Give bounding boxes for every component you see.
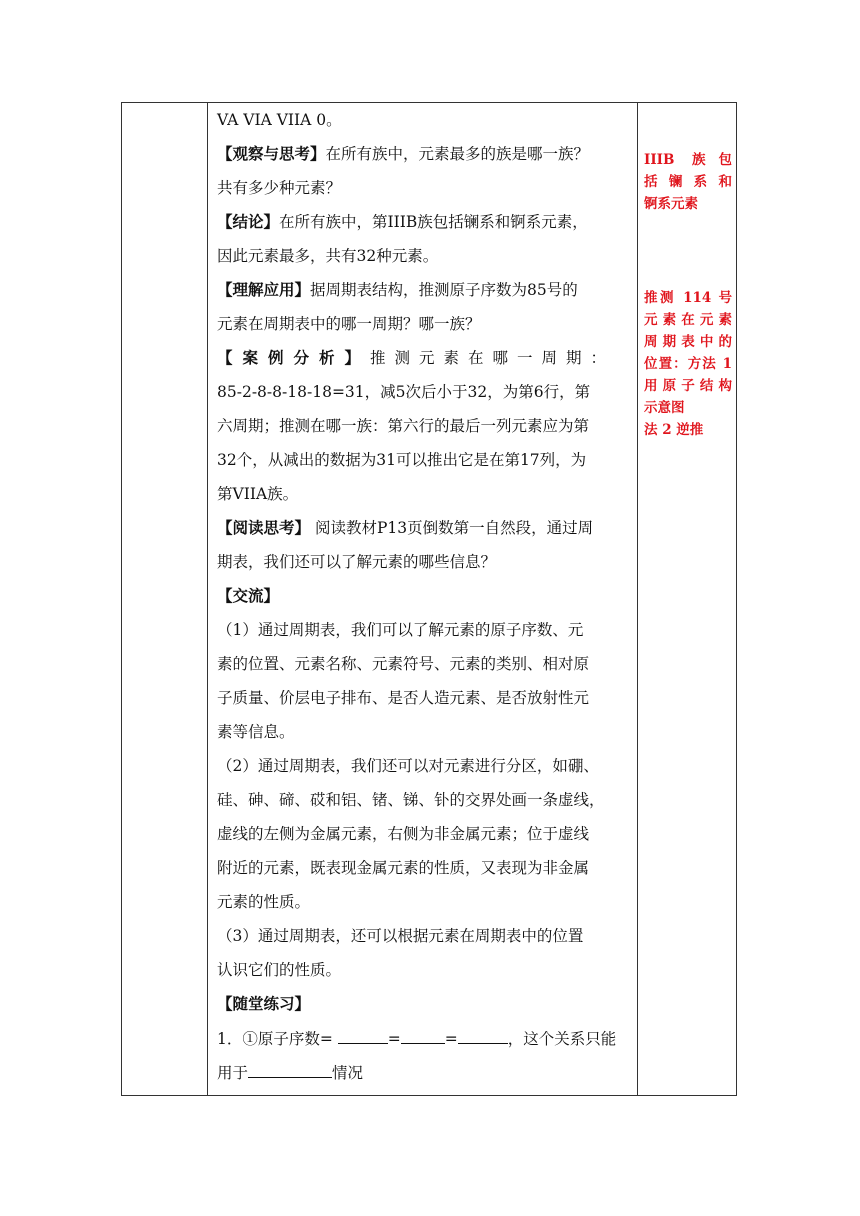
text-line: 【交流】 [217, 586, 280, 605]
note-line: 用原子结构 [644, 378, 732, 394]
text-line: 32个，从减出的数据为31可以推出它是在第17列，为 [217, 451, 587, 469]
text-line: 第VIIA族。 [217, 485, 299, 503]
text-line: 素的位置、元素名称、元素符号、元素的类别、相对原 [217, 655, 590, 673]
exercise-line-1: 1．①原子序数= = = ，这个关系只能 [217, 1027, 629, 1061]
blank-field[interactable] [338, 1027, 388, 1044]
note-line: 示意图 [644, 400, 685, 416]
blank-field[interactable] [401, 1027, 445, 1044]
text-line: 85-2-8-8-18-18=31，减5次后小于32，为第6行，第 [217, 383, 591, 401]
column-divider-1 [207, 103, 208, 1095]
text-line: 素等信息。 [217, 723, 295, 741]
text-line: （1）通过周期表，我们可以了解元素的原子序数、元 [217, 621, 584, 639]
note-line: 括镧系和 [644, 174, 732, 190]
note-line: 推测 114 号 [644, 290, 732, 306]
note-line: 法 2 逆推 [644, 422, 704, 438]
text-line: 【观察与思考】在所有族中，元素最多的族是哪一族？ [217, 144, 590, 163]
lesson-table [121, 102, 737, 1096]
text-line: 【阅读思考】 阅读教材P13页倒数第一自然段，通过周 [217, 518, 594, 537]
note-line: 元素在元素 [644, 312, 732, 328]
blank-field[interactable] [248, 1061, 332, 1078]
text-line: 元素在周期表中的哪一周期？哪一族？ [217, 315, 481, 333]
text-line: VA VIA VIIA 0。 [217, 111, 342, 129]
side-note-2 [644, 287, 732, 441]
column-divider-2 [637, 103, 638, 1095]
side-note-1 [644, 149, 732, 215]
text-line: 共有多少种元素？ [217, 179, 342, 197]
blank-field[interactable] [458, 1027, 508, 1044]
text-line: 虚线的左侧为金属元素，右侧为非金属元素；位于虚线 [217, 825, 590, 843]
text-line: 【案例分析】 推测元素在哪一周期： [217, 348, 616, 367]
text-line: 硅、砷、碲、砹和铝、锗、锑、钋的交界处画一条虚线， [217, 791, 605, 809]
note-line: 周期表中的 [644, 334, 732, 350]
text-line: 【结论】在所有族中，第IIIB族包括镧系和锕系元素， [217, 212, 588, 231]
text-line: 六周期；推测在哪一族：第六行的最后一列元素应为第 [217, 417, 590, 435]
text-line: 【理解应用】据周期表结构，推测原子序数为85号的 [217, 280, 578, 299]
text-line: 附近的元素，既表现金属元素的性质，又表现为非金属 [217, 859, 590, 877]
text-line: 【随堂练习】 [217, 994, 311, 1013]
text-line: 认识它们的性质。 [217, 961, 342, 979]
exercise-line-2: 用于 情况 [217, 1061, 629, 1095]
text-line: 元素的性质。 [217, 893, 311, 911]
text-line: 期表，我们还可以了解元素的哪些信息？ [217, 553, 497, 571]
text-line: 因此元素最多，共有32种元素。 [217, 247, 439, 265]
note-line: 位置：方法 1 [644, 356, 732, 372]
note-line: IIIB 族包 [644, 152, 732, 168]
main-content [217, 109, 629, 1095]
text-line: 子质量、价层电子排布、是否人造元素、是否放射性元 [217, 689, 590, 707]
note-line: 锕系元素 [644, 196, 698, 212]
text-line: （2）通过周期表，我们还可以对元素进行分区，如硼、 [217, 757, 599, 775]
text-line: （3）通过周期表，还可以根据元素在周期表中的位置 [217, 927, 584, 945]
